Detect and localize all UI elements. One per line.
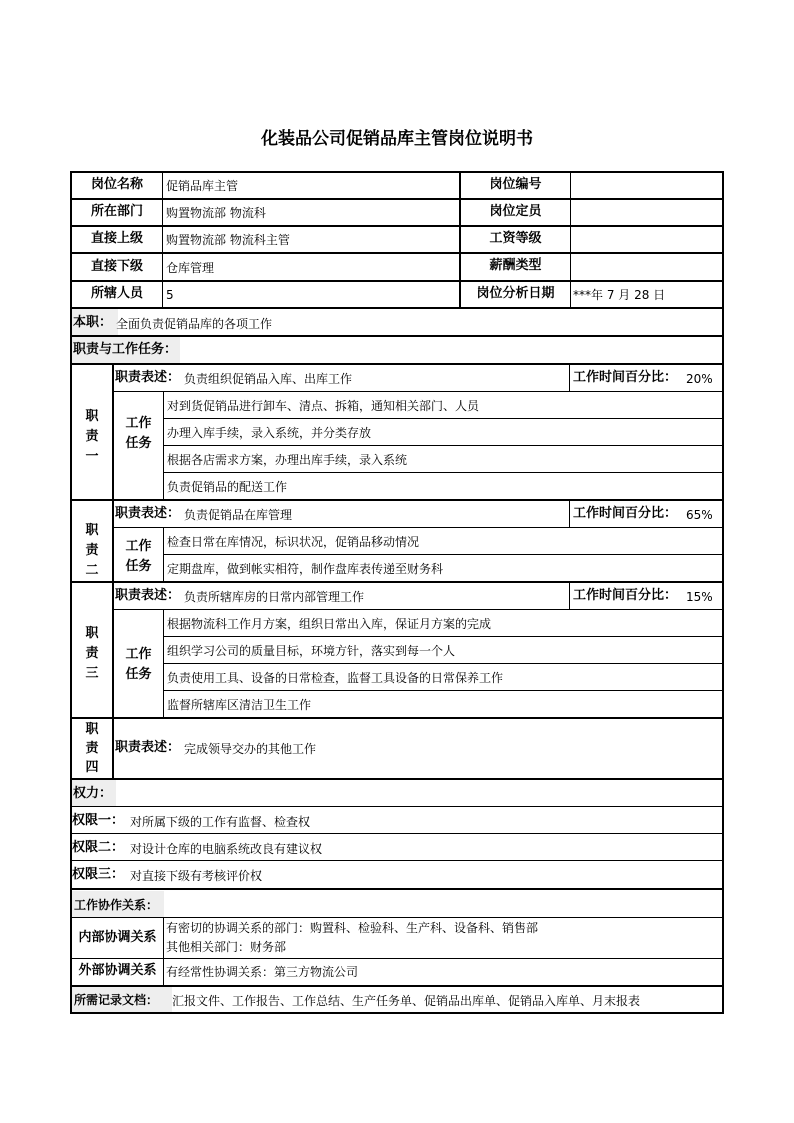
analysis-date-value: ***年 7 月 28 日 [573, 288, 666, 302]
duty-3-task: 根据物流科工作月方案，组织日常出入库，保证月方案的完成 [167, 617, 492, 631]
duty-1-task: 根据各店需求方案，办理出库手续，录入系统 [167, 453, 408, 467]
records-text: 汇报文件、工作报告、工作总结、生产任务单、促销品出库单、促销品入库单、月末报表 [172, 994, 641, 1008]
duty-4-desc-label: 职责表述： [115, 740, 181, 755]
duty-2-desc: 负责促销品在库管理 [184, 508, 293, 522]
internal-coordination-line2: 其他相关部门：财务部 [166, 940, 287, 954]
authority-2-text: 对设计仓库的电脑系统改良有建议权 [130, 842, 323, 856]
duty-2-percent: 65% [686, 508, 713, 522]
duty-3-desc-label: 职责表述： [115, 588, 181, 603]
external-coordination-label: 外部协调关系 [78, 963, 157, 978]
cooperation-heading: 工作协作关系： [74, 898, 159, 912]
duty-2-task: 检查日常在库情况，标识状况，促销品移动情况 [167, 535, 420, 549]
duty-3-percent-label: 工作时间百分比： [573, 588, 678, 603]
subordinate-label: 直接下级 [90, 259, 143, 274]
superior-label: 直接上级 [90, 231, 143, 246]
authority-2-label: 权限二： [72, 840, 125, 855]
duty-1-task: 对到货促销品进行卸车、清点、拆箱，通知相关部门、人员 [167, 399, 480, 413]
authority-3-text: 对直接下级有考核评价权 [130, 869, 263, 883]
duty-1-percent-label: 工作时间百分比： [573, 370, 678, 385]
duty-3-task: 监督所辖库区清洁卫生工作 [167, 698, 312, 712]
main-duty-label: 本职： [73, 315, 113, 330]
analysis-date-label: 岗位分析日期 [476, 286, 555, 301]
authority-heading: 权力： [73, 786, 113, 801]
records-label: 所需记录文档： [74, 993, 159, 1007]
duty-2-task: 定期盘库，做到帐实相符，制作盘库表传递至财务科 [167, 562, 444, 576]
duty-3-percent: 15% [686, 590, 713, 604]
members-value: 5 [166, 288, 174, 302]
duty-3-task: 负责使用工具、设备的日常检查，监督工具设备的日常保养工作 [167, 671, 504, 685]
duty-1-tasks-label: 工作 任务 [125, 416, 152, 451]
duty-3-task: 组织学习公司的质量目标，环境方针，落实到每一个人 [167, 644, 456, 658]
members-label: 所辖人员 [90, 286, 143, 301]
duty-3-desc: 负责所辖库房的日常内部管理工作 [184, 590, 365, 604]
duty-1-desc-label: 职责表述： [115, 370, 181, 385]
duty-1-desc: 负责组织促销品入库、出库工作 [184, 372, 353, 386]
duty-1-label: 职 责 一 [85, 409, 99, 464]
duty-2-label: 职 责 二 [85, 523, 99, 578]
duty-1-percent: 20% [686, 372, 713, 386]
duty-2-percent-label: 工作时间百分比： [573, 506, 678, 521]
job-name-label: 岗位名称 [90, 177, 143, 192]
duty-4-label: 职 责 四 [85, 722, 99, 775]
subordinate-value: 仓库管理 [166, 261, 215, 275]
authority-3-label: 权限三： [72, 867, 125, 882]
job-code-label: 岗位编号 [489, 177, 542, 192]
duty-4-desc: 完成领导交办的其他工作 [184, 742, 317, 756]
main-duty-text: 全面负责促销品库的各项工作 [116, 317, 273, 331]
duty-3-tasks-label: 工作 任务 [125, 647, 152, 682]
internal-coordination-line1: 有密切的协调关系的部门：购置科、检验科、生产科、设备科、销售部 [166, 921, 539, 935]
duty-1-task: 负责促销品的配送工作 [167, 480, 288, 494]
internal-coordination-label: 内部协调关系 [78, 930, 157, 945]
staff-label: 岗位定员 [489, 204, 542, 219]
pay-label: 薪酬类型 [489, 258, 542, 273]
dept-value: 购置物流部 物流科 [166, 206, 266, 220]
duty-1-task: 办理入库手续，录入系统，并分类存放 [167, 426, 372, 440]
wage-label: 工资等级 [489, 231, 542, 246]
duty-2-desc-label: 职责表述： [115, 506, 181, 521]
superior-value: 购置物流部 物流科主管 [166, 233, 290, 247]
external-coordination-text: 有经常性协调关系：第三方物流公司 [166, 965, 359, 979]
dept-label: 所在部门 [90, 204, 143, 219]
authority-1-text: 对所属下级的工作有监督、检查权 [130, 815, 311, 829]
job-name-value: 促销品库主管 [166, 179, 239, 193]
authority-1-label: 权限一： [72, 813, 125, 828]
page-title: 化装品公司促销品库主管岗位说明书 [261, 129, 533, 149]
duty-3-label: 职 责 三 [85, 626, 99, 681]
duties-heading: 职责与工作任务： [73, 342, 178, 357]
duty-2-tasks-label: 工作 任务 [125, 539, 152, 574]
